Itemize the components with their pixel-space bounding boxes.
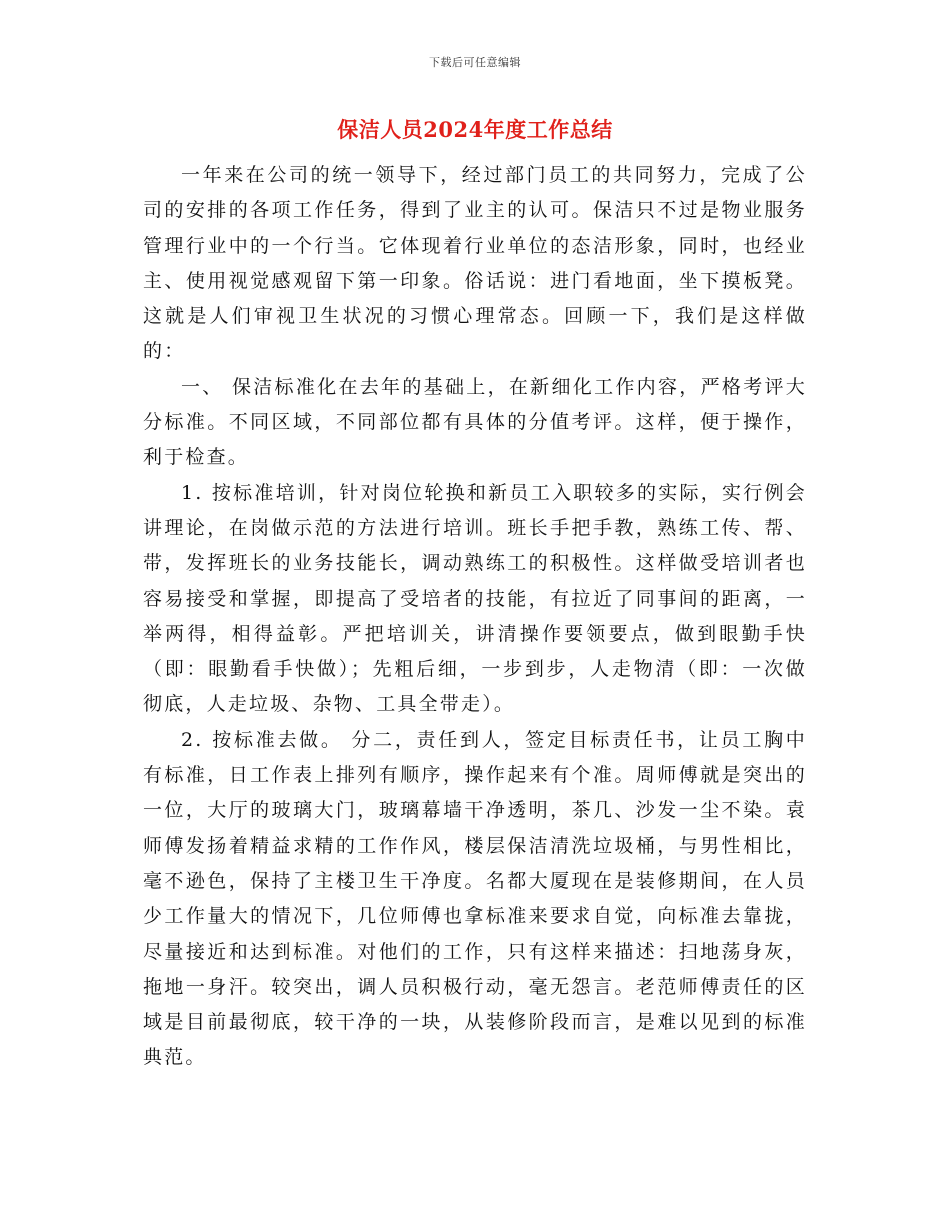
header-note: 下载后可任意编辑 — [429, 56, 521, 69]
paragraph-item-two: 2. 按标准去做。 分二，责任到人，签定目标责任书，让员工胸中有标准，日工作表上排列有顺序，操作起来有个准。周师傅就是突出的一位，大厅的玻璃大门，玻璃幕墙干净透明，茶几、沙发一尘不染。袁师傅发扬着精益求精的工作作风，楼层保洁清洗垃圾桶，与男性相比，毫不逊色，保持了主楼卫生干净度。名都大厦现在是装修期间，在人员少工作量大的情况下，几位师傅也拿标准来要求自觉，向标准去靠拢，尽量接近和达到标准。对他们的工作，只有这样来描述：扫地荡身灰，拖地一身汗。较突出，调人员积极行动，毫无怨言。老范师傅责任的区域是目前最彻底，较干净的一块，从装修阶段而言，是难以见到的标准典范。 — [143, 728, 807, 1069]
paragraph-item-one: 1. 按标准培训，针对岗位轮换和新员工入职较多的实际，实行例会讲理论，在岗做示范的方法进行培训。班长手把手教，熟练工传、帮、带，发挥班长的业务技能长，调动熟练工的积极性。这样做受培训者也容易接受和掌握，即提高了受培者的技能，有拉近了同事间的距离，一举两得，相得益彰。严把培训关，讲清操作要领要点，做到眼勤手快（即：眼勤看手快做）；先粗后细，一步到步，人走物清（即：一次做彻底，人走垃圾、杂物、工具全带走）。 — [143, 481, 807, 716]
document-title: 保洁人员2024年度工作总结 — [337, 117, 613, 142]
document-body — [143, 158, 807, 1076]
paragraph-section-one: 一、 保洁标准化在去年的基础上，在新细化工作内容，严格考评大分标准。不同区域，不同部位都有具体的分值考评。这样，便于操作，利于检查。 — [143, 375, 807, 469]
paragraph-intro: 一年来在公司的统一领导下，经过部门员工的共同努力，完成了公司的安排的各项工作任务，得到了业主的认可。保洁只不过是物业服务管理行业中的一个行当。它体现着行业单位的态洁形象，同时，也经业主、使用视觉感观留下第一印象。俗话说：进门看地面，坐下摸板凳。这就是人们审视卫生状况的习惯心理常态。回顾一下，我们是这样做的： — [143, 164, 807, 363]
